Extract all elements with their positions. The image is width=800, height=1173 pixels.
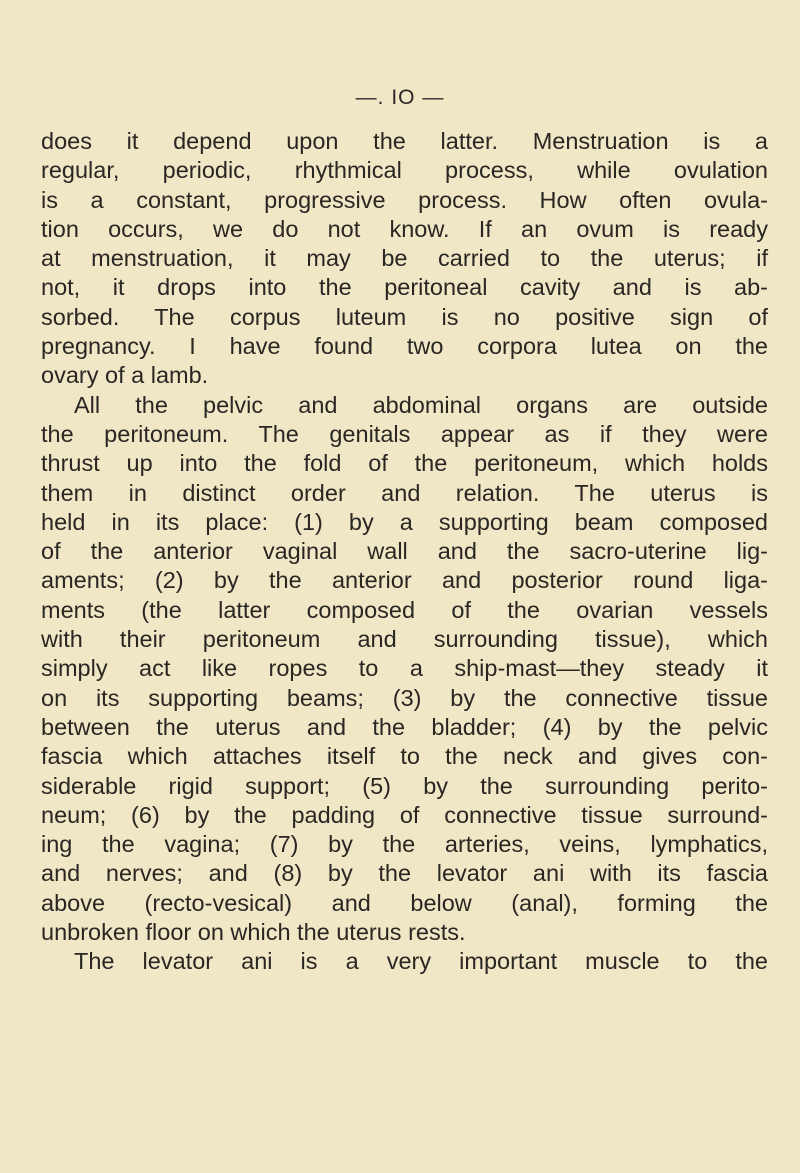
- text-line: ing the vagina; (7) by the arteries, veins, lymphatics,: [41, 831, 768, 858]
- text-line: and nerves; and (8) by the levator ani with its fascia: [41, 860, 768, 887]
- text-line: sorbed. The corpus luteum is no positive sign of: [41, 303, 768, 330]
- text-line: simply act like ropes to a ship-mast—they steady it: [41, 655, 768, 682]
- text-line: above (recto-vesical) and below (anal), forming the: [41, 889, 768, 916]
- text-line: thrust up into the fold of the peritoneum, which holds: [41, 450, 768, 477]
- text-line: neum; (6) by the padding of connective tissue surround-: [41, 801, 768, 828]
- text-line: held in its place: (1) by a supporting beam composed: [41, 508, 768, 535]
- text-line: ments (the latter composed of the ovarian vessels: [41, 596, 768, 623]
- text-line: the peritoneum. The genitals appear as if they were: [41, 420, 768, 447]
- text-line: does it depend upon the latter. Menstruation is a: [41, 128, 768, 154]
- text-line: fascia which attaches itself to the neck and gives con-: [41, 743, 768, 770]
- page-number: —. IO —: [355, 86, 445, 109]
- text-line: not, it drops into the peritoneal cavity and is ab-: [41, 274, 768, 301]
- text-line: ovary of a lamb.: [41, 362, 209, 389]
- text-line: is a constant, progressive process. How often ovula-: [41, 186, 768, 213]
- text-line: tion occurs, we do not know. If an ovum is ready: [41, 215, 768, 242]
- text-line: The levator ani is a very important muscle to the: [74, 948, 768, 975]
- text-line: them in distinct order and relation. The uterus is: [41, 479, 768, 506]
- text-line: siderable rigid support; (5) by the surrounding perito-: [41, 772, 768, 799]
- text-line: aments; (2) by the anterior and posterior round liga-: [41, 567, 768, 594]
- text-line: at menstruation, it may be carried to the uterus; if: [41, 245, 768, 272]
- text-line: All the pelvic and abdominal organs are outside: [74, 391, 768, 418]
- body-text: [41, 127, 768, 977]
- text-line: unbroken floor on which the uterus rests.: [41, 919, 466, 946]
- text-line: on its supporting beams; (3) by the connective tissue: [41, 684, 768, 711]
- text-line: of the anterior vaginal wall and the sacro-uterine lig-: [41, 538, 768, 565]
- text-line: with their peritoneum and surrounding tissue), which: [41, 626, 768, 653]
- text-line: regular, periodic, rhythmical process, while ovulation: [41, 157, 768, 184]
- text-line: between the uterus and the bladder; (4) by the pelvic: [41, 713, 768, 740]
- text-line: pregnancy. I have found two corpora lutea on the: [41, 333, 768, 360]
